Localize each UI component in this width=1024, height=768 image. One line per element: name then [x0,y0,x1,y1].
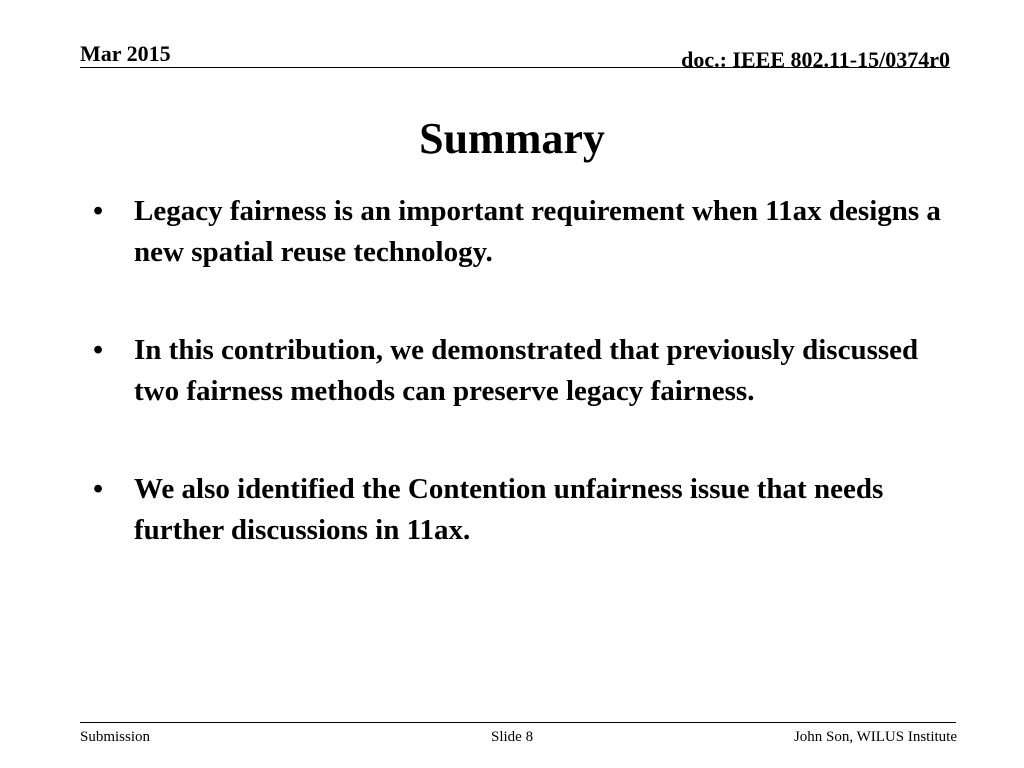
bullet-item [93,469,953,551]
bullet-text: In this contribution, we demonstrated that previously discussed two fairness methods can preserve legacy fairness. [134,334,919,407]
bullet-list [93,191,953,551]
header-date: Mar 2015 [80,41,171,66]
footer-slide-number: Slide 8 [491,729,534,745]
footer-divider [80,722,956,723]
bullet-marker: • [93,195,104,227]
header-document-id: doc.: IEEE 802.11-15/0374r0 [681,47,950,72]
bullet-marker: • [93,473,104,505]
bullet-item [93,330,953,412]
bullet-text: Legacy fairness is an important requirement when 11ax designs a new spatial reuse technology. [134,195,941,268]
footer-submission: Submission [80,729,151,745]
bullet-text: We also identified the Contention unfairness issue that needs further discussions in 11ax. [134,473,884,546]
footer-author: John Son, WILUS Institute [793,729,957,745]
bullet-marker: • [93,334,104,366]
bullet-item [93,191,953,273]
header-divider [80,67,950,68]
slide-title: Summary [419,114,605,163]
